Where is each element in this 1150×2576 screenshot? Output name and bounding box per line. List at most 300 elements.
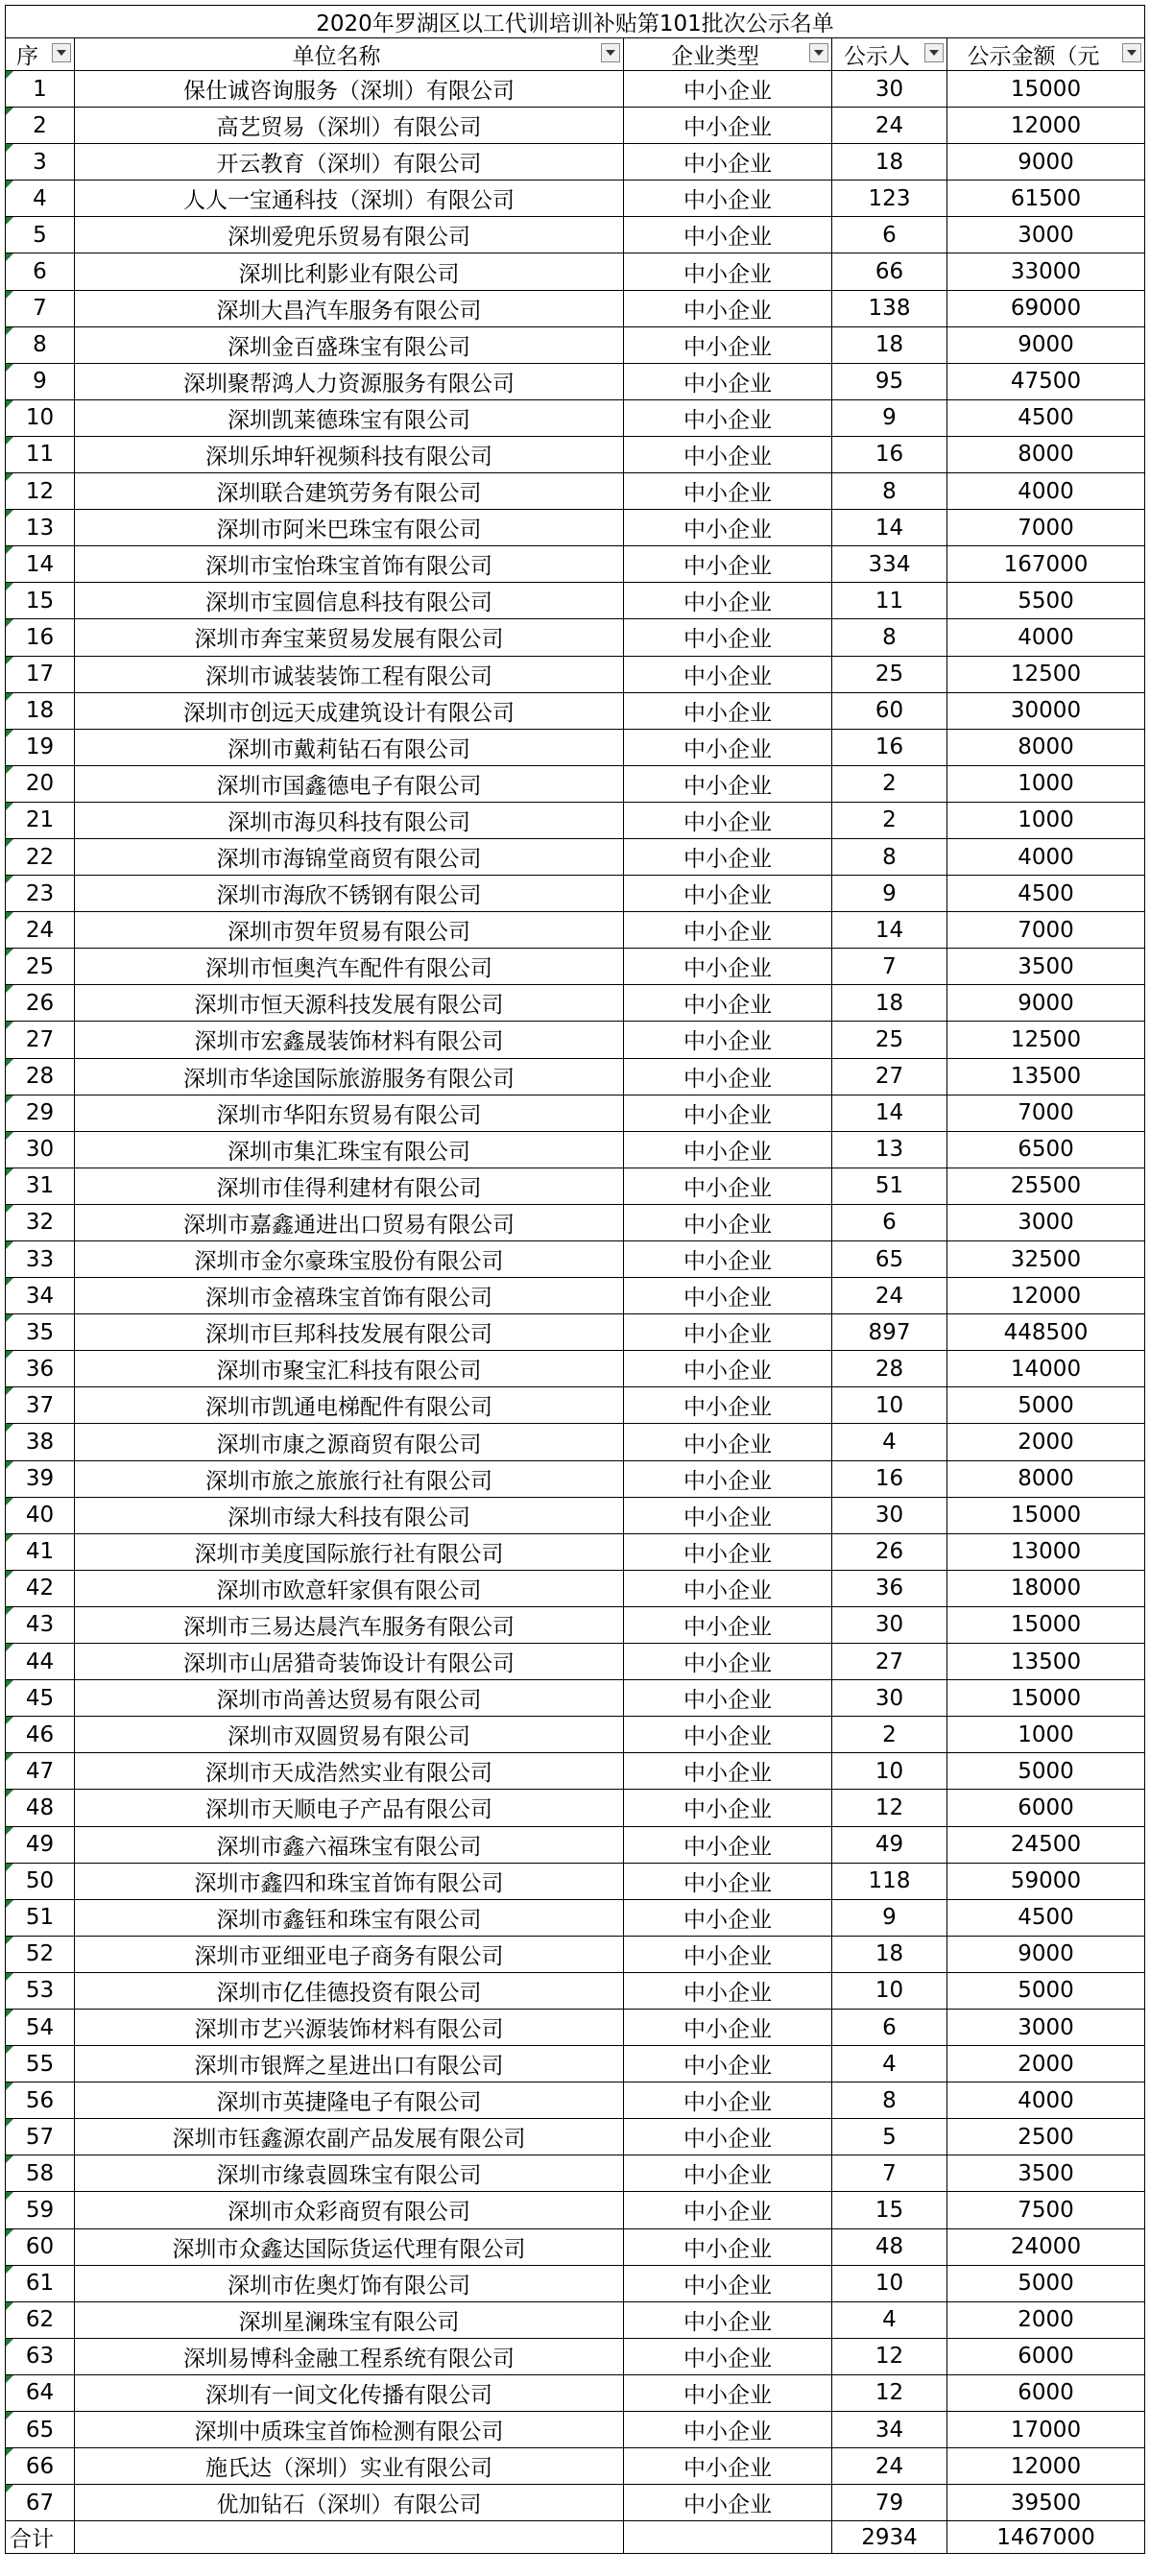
row-number-cell[interactable]: 5	[6, 217, 75, 253]
enterprise-type-cell[interactable]: 中小企业	[624, 1680, 832, 1717]
amount-cell[interactable]: 24500	[947, 1826, 1145, 1863]
people-count-cell[interactable]: 16	[832, 1460, 947, 1497]
people-count-cell[interactable]: 10	[832, 1387, 947, 1424]
filter-dropdown-icon[interactable]	[924, 43, 944, 62]
enterprise-type-cell[interactable]: 中小企业	[624, 144, 832, 181]
enterprise-type-cell[interactable]: 中小企业	[624, 1241, 832, 1278]
people-count-cell[interactable]: 25	[832, 1022, 947, 1058]
amount-cell[interactable]: 15000	[947, 71, 1145, 108]
amount-cell[interactable]: 69000	[947, 290, 1145, 326]
row-number-cell[interactable]: 10	[6, 399, 75, 436]
amount-cell[interactable]: 13500	[947, 1058, 1145, 1095]
row-number-cell[interactable]: 22	[6, 838, 75, 875]
company-name-cell[interactable]: 人人一宝通科技（深圳）有限公司	[75, 181, 624, 217]
total-empty-type[interactable]	[624, 2521, 832, 2554]
people-count-cell[interactable]: 16	[832, 729, 947, 765]
amount-cell[interactable]: 6000	[947, 2374, 1145, 2411]
company-name-cell[interactable]: 深圳比利影业有限公司	[75, 253, 624, 290]
amount-cell[interactable]: 9000	[947, 326, 1145, 363]
people-count-cell[interactable]: 6	[832, 1204, 947, 1240]
row-number-cell[interactable]: 16	[6, 619, 75, 656]
enterprise-type-cell[interactable]: 中小企业	[624, 1790, 832, 1826]
company-name-cell[interactable]: 深圳市亿佳德投资有限公司	[75, 1972, 624, 2009]
enterprise-type-cell[interactable]: 中小企业	[624, 2009, 832, 2045]
row-number-cell[interactable]: 18	[6, 692, 75, 729]
amount-cell[interactable]: 2000	[947, 2046, 1145, 2082]
company-name-cell[interactable]: 深圳市众彩商贸有限公司	[75, 2192, 624, 2228]
people-count-cell[interactable]: 28	[832, 1351, 947, 1387]
enterprise-type-cell[interactable]: 中小企业	[624, 876, 832, 912]
company-name-cell[interactable]: 深圳市创远天成建筑设计有限公司	[75, 692, 624, 729]
amount-cell[interactable]: 12500	[947, 1022, 1145, 1058]
people-count-cell[interactable]: 7	[832, 949, 947, 985]
enterprise-type-cell[interactable]: 中小企业	[624, 71, 832, 108]
amount-cell[interactable]: 15000	[947, 1606, 1145, 1643]
people-count-cell[interactable]: 14	[832, 1095, 947, 1131]
amount-cell[interactable]: 6500	[947, 1131, 1145, 1168]
row-number-cell[interactable]: 51	[6, 1899, 75, 1936]
enterprise-type-cell[interactable]: 中小企业	[624, 656, 832, 692]
enterprise-type-cell[interactable]: 中小企业	[624, 765, 832, 802]
row-number-cell[interactable]: 59	[6, 2192, 75, 2228]
people-count-cell[interactable]: 897	[832, 1314, 947, 1351]
amount-cell[interactable]: 9000	[947, 1936, 1145, 1972]
company-name-cell[interactable]: 深圳市金禧珠宝首饰有限公司	[75, 1278, 624, 1314]
company-name-cell[interactable]: 深圳聚帮鸿人力资源服务有限公司	[75, 363, 624, 399]
amount-cell[interactable]: 2500	[947, 2119, 1145, 2155]
row-number-cell[interactable]: 13	[6, 510, 75, 546]
amount-cell[interactable]: 9000	[947, 985, 1145, 1022]
people-count-cell[interactable]: 123	[832, 181, 947, 217]
people-count-cell[interactable]: 10	[832, 1753, 947, 1790]
row-number-cell[interactable]: 26	[6, 985, 75, 1022]
enterprise-type-cell[interactable]: 中小企业	[624, 2082, 832, 2119]
people-count-cell[interactable]: 51	[832, 1168, 947, 1204]
people-count-cell[interactable]: 16	[832, 436, 947, 472]
amount-cell[interactable]: 18000	[947, 1570, 1145, 1606]
row-number-cell[interactable]: 67	[6, 2485, 75, 2521]
amount-cell[interactable]: 12000	[947, 1278, 1145, 1314]
row-number-cell[interactable]: 46	[6, 1717, 75, 1753]
people-count-cell[interactable]: 334	[832, 546, 947, 583]
row-number-cell[interactable]: 32	[6, 1204, 75, 1240]
company-name-cell[interactable]: 深圳爱兜乐贸易有限公司	[75, 217, 624, 253]
row-number-cell[interactable]: 49	[6, 1826, 75, 1863]
enterprise-type-cell[interactable]: 中小企业	[624, 1022, 832, 1058]
people-count-cell[interactable]: 18	[832, 985, 947, 1022]
people-count-cell[interactable]: 30	[832, 1606, 947, 1643]
people-count-cell[interactable]: 10	[832, 2265, 947, 2301]
amount-cell[interactable]: 4000	[947, 619, 1145, 656]
people-count-cell[interactable]: 15	[832, 2192, 947, 2228]
people-count-cell[interactable]: 30	[832, 1497, 947, 1533]
enterprise-type-cell[interactable]: 中小企业	[624, 1533, 832, 1570]
company-name-cell[interactable]: 深圳市宝圆信息科技有限公司	[75, 583, 624, 619]
company-name-cell[interactable]: 深圳市国鑫德电子有限公司	[75, 765, 624, 802]
enterprise-type-cell[interactable]: 中小企业	[624, 1717, 832, 1753]
enterprise-type-cell[interactable]: 中小企业	[624, 181, 832, 217]
amount-cell[interactable]: 4500	[947, 876, 1145, 912]
people-count-cell[interactable]: 4	[832, 1424, 947, 1460]
people-count-cell[interactable]: 10	[832, 1972, 947, 2009]
enterprise-type-cell[interactable]: 中小企业	[624, 2448, 832, 2485]
people-count-cell[interactable]: 26	[832, 1533, 947, 1570]
row-number-cell[interactable]: 57	[6, 2119, 75, 2155]
people-count-cell[interactable]: 12	[832, 1790, 947, 1826]
company-name-cell[interactable]: 施氏达（深圳）实业有限公司	[75, 2448, 624, 2485]
row-number-cell[interactable]: 45	[6, 1680, 75, 1717]
people-count-cell[interactable]: 18	[832, 326, 947, 363]
company-name-cell[interactable]: 深圳有一间文化传播有限公司	[75, 2374, 624, 2411]
row-number-cell[interactable]: 37	[6, 1387, 75, 1424]
enterprise-type-cell[interactable]: 中小企业	[624, 949, 832, 985]
filter-dropdown-icon[interactable]	[601, 43, 620, 62]
row-number-cell[interactable]: 66	[6, 2448, 75, 2485]
row-number-cell[interactable]: 30	[6, 1131, 75, 1168]
filter-dropdown-icon[interactable]	[52, 43, 71, 62]
amount-cell[interactable]: 8000	[947, 729, 1145, 765]
people-count-cell[interactable]: 2	[832, 765, 947, 802]
people-count-cell[interactable]: 27	[832, 1058, 947, 1095]
amount-cell[interactable]: 3000	[947, 217, 1145, 253]
amount-cell[interactable]: 5500	[947, 583, 1145, 619]
row-number-cell[interactable]: 19	[6, 729, 75, 765]
company-name-cell[interactable]: 深圳市贺年贸易有限公司	[75, 912, 624, 949]
total-empty-name[interactable]	[75, 2521, 624, 2554]
company-name-cell[interactable]: 深圳市欧意轩家俱有限公司	[75, 1570, 624, 1606]
people-count-cell[interactable]: 18	[832, 1936, 947, 1972]
company-name-cell[interactable]: 深圳市英捷隆电子有限公司	[75, 2082, 624, 2119]
amount-cell[interactable]: 30000	[947, 692, 1145, 729]
amount-cell[interactable]: 9000	[947, 144, 1145, 181]
row-number-cell[interactable]: 29	[6, 1095, 75, 1131]
row-number-cell[interactable]: 8	[6, 326, 75, 363]
enterprise-type-cell[interactable]: 中小企业	[624, 546, 832, 583]
enterprise-type-cell[interactable]: 中小企业	[624, 1131, 832, 1168]
enterprise-type-cell[interactable]: 中小企业	[624, 363, 832, 399]
amount-cell[interactable]: 4500	[947, 1899, 1145, 1936]
people-count-cell[interactable]: 12	[832, 2338, 947, 2374]
enterprise-type-cell[interactable]: 中小企业	[624, 2119, 832, 2155]
row-number-cell[interactable]: 52	[6, 1936, 75, 1972]
row-number-cell[interactable]: 56	[6, 2082, 75, 2119]
row-number-cell[interactable]: 64	[6, 2374, 75, 2411]
row-number-cell[interactable]: 17	[6, 656, 75, 692]
enterprise-type-cell[interactable]: 中小企业	[624, 1351, 832, 1387]
company-name-cell[interactable]: 深圳市恒天源科技发展有限公司	[75, 985, 624, 1022]
company-name-cell[interactable]: 深圳市海锦堂商贸有限公司	[75, 838, 624, 875]
people-count-cell[interactable]: 2	[832, 1717, 947, 1753]
company-name-cell[interactable]: 优加钻石（深圳）有限公司	[75, 2485, 624, 2521]
company-name-cell[interactable]: 深圳市美度国际旅行社有限公司	[75, 1533, 624, 1570]
enterprise-type-cell[interactable]: 中小企业	[624, 2265, 832, 2301]
row-number-cell[interactable]: 28	[6, 1058, 75, 1095]
company-name-cell[interactable]: 深圳市巨邦科技发展有限公司	[75, 1314, 624, 1351]
enterprise-type-cell[interactable]: 中小企业	[624, 1606, 832, 1643]
company-name-cell[interactable]: 深圳市银辉之星进出口有限公司	[75, 2046, 624, 2082]
row-number-cell[interactable]: 1	[6, 71, 75, 108]
company-name-cell[interactable]: 深圳市众鑫达国际货运代理有限公司	[75, 2228, 624, 2265]
enterprise-type-cell[interactable]: 中小企业	[624, 2046, 832, 2082]
enterprise-type-cell[interactable]: 中小企业	[624, 436, 832, 472]
company-name-cell[interactable]: 深圳凯莱德珠宝有限公司	[75, 399, 624, 436]
enterprise-type-cell[interactable]: 中小企业	[624, 912, 832, 949]
people-count-cell[interactable]: 27	[832, 1644, 947, 1680]
company-name-cell[interactable]: 深圳市钰鑫源农副产品发展有限公司	[75, 2119, 624, 2155]
enterprise-type-cell[interactable]: 中小企业	[624, 1863, 832, 1899]
company-name-cell[interactable]: 深圳市凯通电梯配件有限公司	[75, 1387, 624, 1424]
amount-cell[interactable]: 5000	[947, 1387, 1145, 1424]
people-count-cell[interactable]: 9	[832, 1899, 947, 1936]
amount-cell[interactable]: 1000	[947, 1717, 1145, 1753]
enterprise-type-cell[interactable]: 中小企业	[624, 1058, 832, 1095]
row-number-cell[interactable]: 63	[6, 2338, 75, 2374]
enterprise-type-cell[interactable]: 中小企业	[624, 802, 832, 838]
amount-cell[interactable]: 7000	[947, 912, 1145, 949]
amount-cell[interactable]: 5000	[947, 1972, 1145, 2009]
enterprise-type-cell[interactable]: 中小企业	[624, 1460, 832, 1497]
company-name-cell[interactable]: 深圳联合建筑劳务有限公司	[75, 473, 624, 510]
company-name-cell[interactable]: 深圳市艺兴源装饰材料有限公司	[75, 2009, 624, 2045]
company-name-cell[interactable]: 深圳市鑫四和珠宝首饰有限公司	[75, 1863, 624, 1899]
row-number-cell[interactable]: 14	[6, 546, 75, 583]
row-number-cell[interactable]: 7	[6, 290, 75, 326]
row-number-cell[interactable]: 12	[6, 473, 75, 510]
people-count-cell[interactable]: 11	[832, 583, 947, 619]
amount-cell[interactable]: 167000	[947, 546, 1145, 583]
row-number-cell[interactable]: 47	[6, 1753, 75, 1790]
people-count-cell[interactable]: 4	[832, 2046, 947, 2082]
company-name-cell[interactable]: 深圳市康之源商贸有限公司	[75, 1424, 624, 1460]
amount-cell[interactable]: 14000	[947, 1351, 1145, 1387]
enterprise-type-cell[interactable]: 中小企业	[624, 2338, 832, 2374]
row-number-cell[interactable]: 40	[6, 1497, 75, 1533]
amount-cell[interactable]: 4500	[947, 399, 1145, 436]
row-number-cell[interactable]: 42	[6, 1570, 75, 1606]
amount-cell[interactable]: 13500	[947, 1644, 1145, 1680]
row-number-cell[interactable]: 20	[6, 765, 75, 802]
company-name-cell[interactable]: 深圳市佐奥灯饰有限公司	[75, 2265, 624, 2301]
amount-cell[interactable]: 2000	[947, 1424, 1145, 1460]
enterprise-type-cell[interactable]: 中小企业	[624, 1278, 832, 1314]
company-name-cell[interactable]: 深圳市宝怡珠宝首饰有限公司	[75, 546, 624, 583]
row-number-cell[interactable]: 23	[6, 876, 75, 912]
amount-cell[interactable]: 3500	[947, 949, 1145, 985]
row-number-cell[interactable]: 34	[6, 1278, 75, 1314]
company-name-cell[interactable]: 深圳市鑫六福珠宝有限公司	[75, 1826, 624, 1863]
people-count-cell[interactable]: 2	[832, 802, 947, 838]
amount-cell[interactable]: 17000	[947, 2412, 1145, 2448]
company-name-cell[interactable]: 深圳市诚装装饰工程有限公司	[75, 656, 624, 692]
people-count-cell[interactable]: 60	[832, 692, 947, 729]
people-count-cell[interactable]: 24	[832, 2448, 947, 2485]
row-number-cell[interactable]: 31	[6, 1168, 75, 1204]
people-count-cell[interactable]: 30	[832, 1680, 947, 1717]
amount-cell[interactable]: 33000	[947, 253, 1145, 290]
row-number-cell[interactable]: 27	[6, 1022, 75, 1058]
amount-cell[interactable]: 15000	[947, 1680, 1145, 1717]
people-count-cell[interactable]: 14	[832, 912, 947, 949]
enterprise-type-cell[interactable]: 中小企业	[624, 1095, 832, 1131]
amount-cell[interactable]: 3500	[947, 2155, 1145, 2192]
amount-cell[interactable]: 61500	[947, 181, 1145, 217]
company-name-cell[interactable]: 深圳市金尔豪珠宝股份有限公司	[75, 1241, 624, 1278]
row-number-cell[interactable]: 55	[6, 2046, 75, 2082]
enterprise-type-cell[interactable]: 中小企业	[624, 2192, 832, 2228]
company-name-cell[interactable]: 深圳市阿米巴珠宝有限公司	[75, 510, 624, 546]
amount-cell[interactable]: 47500	[947, 363, 1145, 399]
company-name-cell[interactable]: 深圳市亚细亚电子商务有限公司	[75, 1936, 624, 1972]
amount-cell[interactable]: 39500	[947, 2485, 1145, 2521]
company-name-cell[interactable]: 深圳市聚宝汇科技有限公司	[75, 1351, 624, 1387]
people-count-cell[interactable]: 95	[832, 363, 947, 399]
enterprise-type-cell[interactable]: 中小企业	[624, 2374, 832, 2411]
amount-cell[interactable]: 6000	[947, 2338, 1145, 2374]
row-number-cell[interactable]: 50	[6, 1863, 75, 1899]
company-name-cell[interactable]: 深圳易博科金融工程系统有限公司	[75, 2338, 624, 2374]
row-number-cell[interactable]: 58	[6, 2155, 75, 2192]
amount-cell[interactable]: 12000	[947, 108, 1145, 144]
company-name-cell[interactable]: 深圳市鑫钰和珠宝有限公司	[75, 1899, 624, 1936]
company-name-cell[interactable]: 深圳市山居猎奇装饰设计有限公司	[75, 1644, 624, 1680]
row-number-cell[interactable]: 44	[6, 1644, 75, 1680]
enterprise-type-cell[interactable]: 中小企业	[624, 510, 832, 546]
enterprise-type-cell[interactable]: 中小企业	[624, 399, 832, 436]
enterprise-type-cell[interactable]: 中小企业	[624, 2301, 832, 2338]
amount-cell[interactable]: 1000	[947, 802, 1145, 838]
amount-cell[interactable]: 15000	[947, 1497, 1145, 1533]
row-number-cell[interactable]: 4	[6, 181, 75, 217]
enterprise-type-cell[interactable]: 中小企业	[624, 619, 832, 656]
enterprise-type-cell[interactable]: 中小企业	[624, 729, 832, 765]
company-name-cell[interactable]: 深圳市双圆贸易有限公司	[75, 1717, 624, 1753]
people-count-cell[interactable]: 12	[832, 2374, 947, 2411]
company-name-cell[interactable]: 深圳星澜珠宝有限公司	[75, 2301, 624, 2338]
company-name-cell[interactable]: 深圳大昌汽车服务有限公司	[75, 290, 624, 326]
row-number-cell[interactable]: 35	[6, 1314, 75, 1351]
amount-cell[interactable]: 7500	[947, 2192, 1145, 2228]
amount-cell[interactable]: 12500	[947, 656, 1145, 692]
enterprise-type-cell[interactable]: 中小企业	[624, 1497, 832, 1533]
filter-dropdown-icon[interactable]	[809, 43, 828, 62]
amount-cell[interactable]: 4000	[947, 838, 1145, 875]
row-number-cell[interactable]: 25	[6, 949, 75, 985]
enterprise-type-cell[interactable]: 中小企业	[624, 290, 832, 326]
company-name-cell[interactable]: 深圳市恒奥汽车配件有限公司	[75, 949, 624, 985]
enterprise-type-cell[interactable]: 中小企业	[624, 326, 832, 363]
row-number-cell[interactable]: 43	[6, 1606, 75, 1643]
total-label[interactable]: 合计	[6, 2521, 75, 2554]
company-name-cell[interactable]: 深圳市海贝科技有限公司	[75, 802, 624, 838]
row-number-cell[interactable]: 9	[6, 363, 75, 399]
people-count-cell[interactable]: 65	[832, 1241, 947, 1278]
people-count-cell[interactable]: 48	[832, 2228, 947, 2265]
people-count-cell[interactable]: 18	[832, 144, 947, 181]
enterprise-type-cell[interactable]: 中小企业	[624, 1826, 832, 1863]
enterprise-type-cell[interactable]: 中小企业	[624, 253, 832, 290]
amount-cell[interactable]: 1000	[947, 765, 1145, 802]
people-count-cell[interactable]: 14	[832, 510, 947, 546]
enterprise-type-cell[interactable]: 中小企业	[624, 1899, 832, 1936]
people-count-cell[interactable]: 6	[832, 2009, 947, 2045]
people-count-cell[interactable]: 8	[832, 838, 947, 875]
row-number-cell[interactable]: 62	[6, 2301, 75, 2338]
amount-cell[interactable]: 3000	[947, 2009, 1145, 2045]
amount-cell[interactable]: 8000	[947, 436, 1145, 472]
enterprise-type-cell[interactable]: 中小企业	[624, 1387, 832, 1424]
row-number-cell[interactable]: 41	[6, 1533, 75, 1570]
company-name-cell[interactable]: 深圳市佳得利建材有限公司	[75, 1168, 624, 1204]
amount-cell[interactable]: 5000	[947, 2265, 1145, 2301]
people-count-cell[interactable]: 24	[832, 108, 947, 144]
people-count-cell[interactable]: 30	[832, 71, 947, 108]
row-number-cell[interactable]: 65	[6, 2412, 75, 2448]
people-count-cell[interactable]: 8	[832, 473, 947, 510]
people-count-cell[interactable]: 36	[832, 1570, 947, 1606]
amount-cell[interactable]: 12000	[947, 2448, 1145, 2485]
company-name-cell[interactable]: 深圳市海欣不锈钢有限公司	[75, 876, 624, 912]
company-name-cell[interactable]: 深圳市嘉鑫通进出口贸易有限公司	[75, 1204, 624, 1240]
company-name-cell[interactable]: 深圳中质珠宝首饰检测有限公司	[75, 2412, 624, 2448]
row-number-cell[interactable]: 39	[6, 1460, 75, 1497]
amount-cell[interactable]: 4000	[947, 2082, 1145, 2119]
people-count-cell[interactable]: 118	[832, 1863, 947, 1899]
enterprise-type-cell[interactable]: 中小企业	[624, 2485, 832, 2521]
amount-cell[interactable]: 32500	[947, 1241, 1145, 1278]
row-number-cell[interactable]: 11	[6, 436, 75, 472]
enterprise-type-cell[interactable]: 中小企业	[624, 1972, 832, 2009]
people-count-cell[interactable]: 9	[832, 876, 947, 912]
people-count-cell[interactable]: 4	[832, 2301, 947, 2338]
amount-cell[interactable]: 2000	[947, 2301, 1145, 2338]
amount-cell[interactable]: 13000	[947, 1533, 1145, 1570]
company-name-cell[interactable]: 深圳市尚善达贸易有限公司	[75, 1680, 624, 1717]
amount-cell[interactable]: 24000	[947, 2228, 1145, 2265]
row-number-cell[interactable]: 54	[6, 2009, 75, 2045]
company-name-cell[interactable]: 深圳市天成浩然实业有限公司	[75, 1753, 624, 1790]
amount-cell[interactable]: 25500	[947, 1168, 1145, 1204]
enterprise-type-cell[interactable]: 中小企业	[624, 2228, 832, 2265]
enterprise-type-cell[interactable]: 中小企业	[624, 1936, 832, 1972]
enterprise-type-cell[interactable]: 中小企业	[624, 1204, 832, 1240]
filter-dropdown-icon[interactable]	[1122, 43, 1141, 62]
company-name-cell[interactable]: 深圳市宏鑫晟装饰材料有限公司	[75, 1022, 624, 1058]
company-name-cell[interactable]: 高艺贸易（深圳）有限公司	[75, 108, 624, 144]
enterprise-type-cell[interactable]: 中小企业	[624, 1314, 832, 1351]
enterprise-type-cell[interactable]: 中小企业	[624, 2155, 832, 2192]
total-amount[interactable]: 1467000	[947, 2521, 1145, 2554]
people-count-cell[interactable]: 79	[832, 2485, 947, 2521]
company-name-cell[interactable]: 深圳市缘袁圆珠宝有限公司	[75, 2155, 624, 2192]
amount-cell[interactable]: 6000	[947, 1790, 1145, 1826]
enterprise-type-cell[interactable]: 中小企业	[624, 2412, 832, 2448]
company-name-cell[interactable]: 深圳市华阳东贸易有限公司	[75, 1095, 624, 1131]
company-name-cell[interactable]: 深圳金百盛珠宝有限公司	[75, 326, 624, 363]
people-count-cell[interactable]: 66	[832, 253, 947, 290]
row-number-cell[interactable]: 6	[6, 253, 75, 290]
row-number-cell[interactable]: 53	[6, 1972, 75, 2009]
people-count-cell[interactable]: 8	[832, 619, 947, 656]
enterprise-type-cell[interactable]: 中小企业	[624, 1424, 832, 1460]
amount-cell[interactable]: 8000	[947, 1460, 1145, 1497]
amount-cell[interactable]: 4000	[947, 473, 1145, 510]
enterprise-type-cell[interactable]: 中小企业	[624, 108, 832, 144]
row-number-cell[interactable]: 24	[6, 912, 75, 949]
amount-cell[interactable]: 5000	[947, 1753, 1145, 1790]
enterprise-type-cell[interactable]: 中小企业	[624, 1570, 832, 1606]
row-number-cell[interactable]: 15	[6, 583, 75, 619]
enterprise-type-cell[interactable]: 中小企业	[624, 583, 832, 619]
